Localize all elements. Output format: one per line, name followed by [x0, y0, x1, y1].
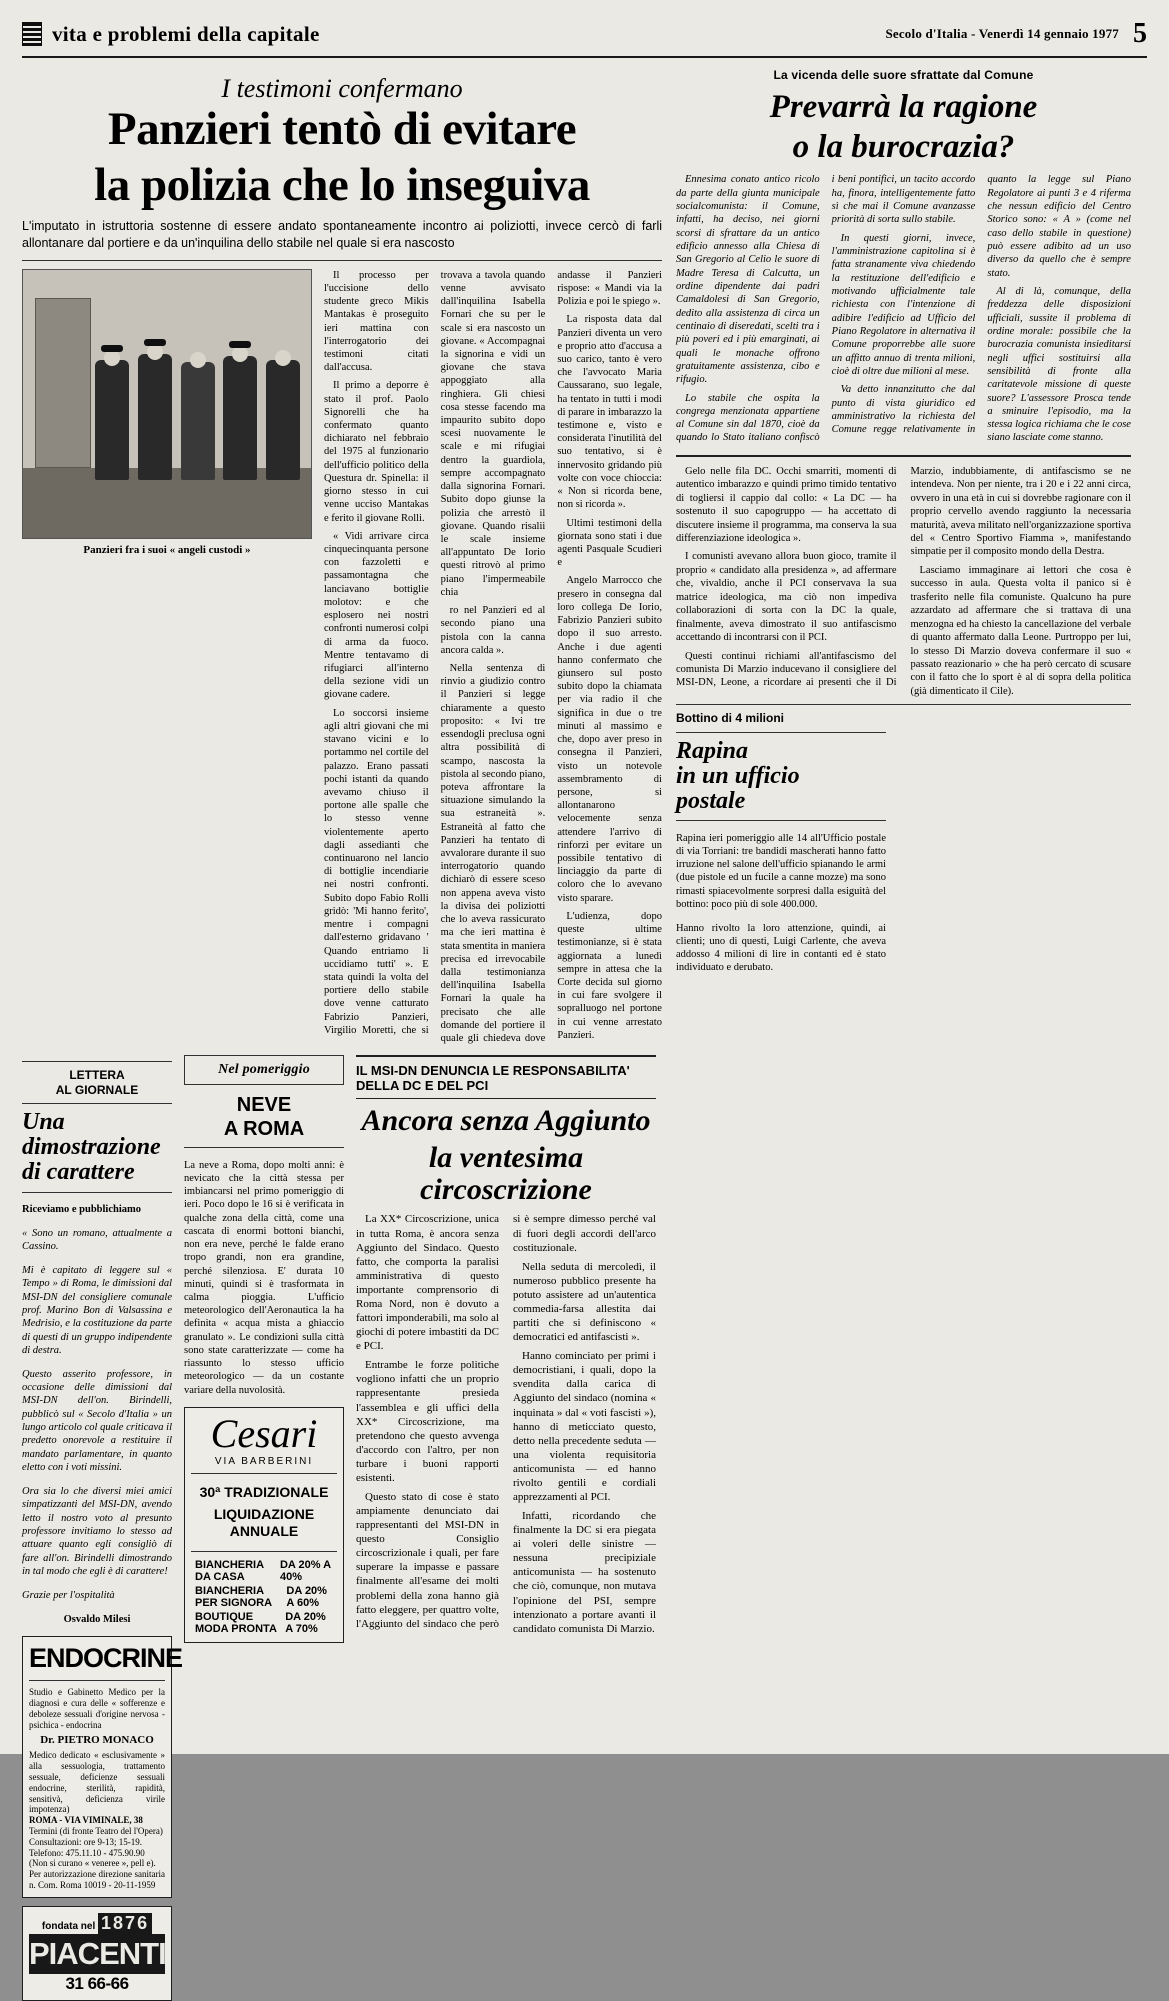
lead-headline-line1: Panzieri tentò di evitare	[107, 103, 577, 155]
endocrine-ad-hours: Consultazioni: ore 9-13; 15-19.	[29, 1836, 142, 1847]
cesari-ad	[184, 1407, 344, 1643]
lead-body-wrap	[22, 269, 662, 1046]
piacenti-ad-fondata: fondata nel	[41, 1920, 96, 1932]
lead-paragraph: « Vidi arrivare circa cinquecinquanta persone con fazzoletti e passamontagna che lanciavano bottiglie molotov: e che esplosero nei nostri confronti numerosi colpi di arma da fuoco. Mentre tentavamo di rifugiarci all'interno della sezione vidi un giovane cadere.	[324, 530, 429, 701]
lead-paragraph: Nella sentenza di rinvio a giudizio contro il Panzieri si legge chiaramente a questo proposito: « Ivi tre essendogli preclusa ogni altra possibilità di scampo, nascosta la pistola al secondo piano, poteva affrontare la situazione simulando la sua estraneità ». Estraneità al fatto che Panzieri ha tentato di avvalorare durante il suo interrogatorio quando dichiarò di essere sceso non appena aveva visto la divisa dei poliziotti che lo aveva rassicurato ma che ieri mattina è stata smentita in maniera precisa ed irrevocabile dalla testimonianza dell'inquilina Isabella Fornari la quale ha precisato che alle domande del portiere il quale gli chiedeva dove andasse il Panzieri rispose: « Mandi via la Polizia e poi le spiego ».	[440, 269, 662, 1045]
letter-box	[22, 1055, 183, 2001]
masthead-logo-icon	[22, 22, 42, 46]
right-body	[676, 173, 1131, 445]
piacenti-ad-brand: PIACENTI	[29, 1934, 165, 1974]
robbery-title-line1: Rapina	[676, 737, 749, 764]
cesari-ad-row	[191, 1584, 337, 1610]
paper-dateline: Secolo d'Italia - Venerdì 14 gennaio 1977	[885, 26, 1119, 41]
lead-headline-line2: la polizia che lo inseguiva	[94, 158, 590, 211]
second-paragraph: Entrambe le forze politiche vogliono infatti che un proprio rappresentante presieda l'assemblea e gli uffici della XX* Circoscrizione, ma pretendono che questo avvenga d'accordo con l'altro, per non turbare i buoni rapporti esistenti.	[356, 1359, 499, 1484]
right-kicker: La vicenda delle suore sfrattate dal Comune	[773, 68, 1034, 82]
right-paragraph: Ennesima conato antico ricolo da parte della giunta municipale socialcomunista: il Comune, infatti, ha deciso, nei giorni scorsi di sfrattare da un antico edificio annesso alla Chiesa di San Gregorio al Celio le suore di Madre Teresa di Calcutta, un ordine dipendente dai padri Camaldolesi di San Gregorio, dedito alla assistenza di circa un centinaio di diseredati, scelti tra i più poveri ed i più emarginati, ai quali le monache offrono gratuitamente assistenza, cibo e rifugio.	[676, 174, 820, 386]
cesari-ad-item: BIANCHERIA DA CASA	[195, 1558, 264, 1583]
afternoon-column	[184, 1055, 344, 2001]
endocrine-ad-auth: Per autorizzazione direzione sanitaria n. Com. Roma 10019 - 20-11-1959	[29, 1869, 165, 1891]
lead-paragraph: L'udienza, dopo queste ultime testimonianze, si è stata aggiornata a lunedì sempre in attesa che la Corte decida sul giorno in cui fare svolgere il sopralluogo nel portone in cui venne arrestato Panzieri.	[557, 910, 662, 1041]
second-paragraph: Gelo nelle fila DC. Occhi smarriti, momenti di autentico imbarazzo e quindi primo timido tentativo di togliersi il cappio dal collo: « La DC — ha sostenuto il suo capogruppo — ha accettato di discutere insieme il programma, ma conserva la sua differenziazione ideologica ».	[676, 465, 897, 544]
cesari-ad-item: BIANCHERIA PER SIGNORA	[195, 1584, 273, 1609]
lower-section	[22, 1055, 662, 2001]
endocrine-ad-address2: Termini (di fronte Teatro del l'Opera)	[29, 1826, 163, 1837]
cesari-ad-row	[191, 1610, 337, 1636]
right-headline-line2: o la burocrazia?	[792, 128, 1015, 165]
second-article-left	[356, 1055, 656, 2001]
second-paragraph: Questo stato di cose è stato ampiamente denunciato dai rappresentanti del MSI-DN in questo Consiglio circoscrizionale i quali, per fare superare la impasse e passare finalmente all'esame dei molti problemi della zona hanno già fatto eleggere, per quattro volte, l'Aggiunto del sindaco che però si è sempre dimesso perché val di fuori degli accordi dell'arco costituzionale.	[356, 1213, 656, 1630]
endocrine-ad-note: (Non si curano « veneree », pell e).	[29, 1858, 156, 1869]
right-column	[676, 68, 1131, 2001]
afternoon-head: Nel pomeriggio	[218, 1062, 310, 1078]
cesari-ad-discount: DA 20% A 40%	[279, 1558, 331, 1583]
endocrine-ad-desc: Studio e Gabinetto Medico per la diagnosi e cura delle « sofferenze e deboleze sessuali d'origine nervosa - psichica - endocrina	[29, 1687, 165, 1730]
robbery-paragraph: Rapina ieri pomeriggio alle 14 all'Ufficio postale di via Torriani: tre bandidi mascherati hanno fatto irruzione nel salone dell'ufficio spianando le armi (due pistole ed un fucile a canne mozze) ma sono rimasti spiacevolmente sorpresi dalla esiguità del bottino: poco più di sole 400.000.	[676, 832, 886, 910]
second-paragraph: Hanno cominciato per primi i democristiani, i quali, dopo la svendita dalla carica di Aggiunto del sindaco (nomina « inquinata » dal « voti fascisti »), hanno di meticciato questo, detto nella precedente seduta — una violenta requisitoria anticomunista — ed hanno rivolto gentili e cordiali apprezzamenti al PCI.	[513, 1350, 656, 1503]
piacenti-ad-year: 1876	[98, 1913, 152, 1934]
section-title: vita e problemi della capitale	[52, 21, 320, 46]
msi-banner: IL MSI-DN DENUNCIA LE RESPONSABILITA' DELLA DC E DEL PCI	[356, 1055, 656, 1099]
robbery-section	[676, 711, 1131, 985]
letter-paragraph: Questo asserito professore, in occasione delle dimissioni dal MSI-DN dell'on. Birindelli, pubblicò sul « Secolo d'Italia » un lungo articolo col quale criticava il predetto onorevole a restituire il mandato parlamentare, in quanto eletto con i voti missini.	[22, 1368, 172, 1474]
lead-photo-figure	[22, 269, 312, 556]
lead-paragraph: Lo soccorsi insieme agli altri giovani che mi stavano vicini e lo portammo nel cortile del palazzo. Erano passati pochi istanti da quando avevamo chiuso il portone alle spalle che lo stesso venne violentemente aperto dagli assedianti che continuarono nel lancio di bottiglie incendiarie nei nostri confronti. Subito dopo Fabio Rolli gridò: 'Mi hanno ferito', mentre i compagni dall'esterno gridavano ' Quando entriamo li uccidiamo tutti' ». E stata quindi la volta del portiere dello stabile dove venne catturato Fabrizio Panzieri, Virgilio Moretti, che si trovava a tavola quando venne avvisato dall'inquilina Isabella Fornari che su per le scale si era nascosto un giovane. « Accompagnai la signorina e vidi un giovane che stava appoggiato alla ringhiera. Gli chiesi cosa stesse facendo ma impaurito subito dopo scesi nuovamente le scale e mi rifugiai dentro la guardiola, sempre accompagnato dalla signorina Fornari. Subito dopo giunse la polizia che arrestò il giovane. Quando risalii le scale insieme all'appuntato De Iorio questi ritrovò al primo piano l'impermeabile chia	[324, 269, 546, 1036]
cesari-ad-discount: DA 20% A 60%	[286, 1584, 327, 1609]
robbery-box	[676, 711, 886, 985]
endocrine-ad-phone: Telefono: 475.11.10 - 475.90.90	[29, 1847, 145, 1858]
letter-paragraph: Mi è capitato di leggere sul « Tempo » di Roma, le dimissioni dal MSI-DN del consigliere comunale prof. Marino Bon di Valsassina e Medrisio, e la costituzione da parte di questi di un gruppo indipendente di destra.	[22, 1265, 172, 1356]
afternoon-title-line1: NEVE	[236, 1094, 292, 1117]
letter-title-line3: di carattere	[22, 1159, 135, 1186]
afternoon-paragraph: La neve a Roma, dopo molti anni: è nevicato che la città stessa per imbiancarsi nel primo pomeriggio di ieri. Poco dopo le 16 si è verificata in qualche zona della città, come una cascata di enormi bottoni bianchi, non era neve, perché le falde erano tropo grandi, non era grandine, perché silenziosa. E' durata 10 minuti, quindi si è trasformata in calma pioggia. L'ufficio meteorologico dell'Aeronautica la ha definita « acqua mista a ghiaccio granulato ». Le condizioni sulla città sono state caratterizzate — come ha riassunto lo stesso ufficio meteorologico — da un costante variare della nuvolosità.	[184, 1159, 344, 1396]
right-headline-line1: Prevarrà la ragione	[769, 89, 1038, 125]
second-paragraph: Lasciamo immaginare ai lettori che cosa è successo in aula. Questa volta il panico si è trasferito nelle fila comuniste. Qualcuno ha pure azzardato ad affermare che si trattava di una menzogna ed ha chiesto la cancellazione del verbale di quanto affermato dalla Leone. Purtroppo per lui, lo stesso Di Marzio doveva confermare il suo « passato reazionario » che ha però cercato di scusare con il fatto che lo sport è al di sopra della politica (già dimenticato il Cile).	[910, 564, 1131, 697]
endocrine-ad-doctor: Dr. PIETRO MONACO	[40, 1734, 154, 1747]
lead-paragraph: La risposta data dal Panzieri diventa un vero e proprio atto d'accusa a suo carico, tanto è vero che l'avvocato Maria Caussarano, suo legale, ha tentato in tutti i modi di parare in imbarazzo la testimone e, visto e considerata l'inutilità del suo tentativo, si è innervosito gridando più volte con voce chioccia: « Non si ricorda bene, non si ricorda ».	[557, 314, 662, 511]
robbery-paragraph: Hanno rivolto la loro attenzione, quindi, ai clienti; uno di questi, Luigi Carlente, che aveva addosso 4 milioni di lire in contanti ed è stato individuato e derubato.	[676, 922, 886, 974]
cesari-ad-street: VIA BARBERINI	[214, 1456, 314, 1468]
letter-signature: Osvaldo Milesi	[63, 1613, 131, 1625]
letter-paragraph: Ora sia lo che diversi miei amici simpatizzanti del MSI-DN, avendo letto il nostro voto al presunto professore invitiamo lo stesso ad attuare quanto egli consigliò di fare all'on. Birindelli dimostrando in tal modo che egli è di carattere!	[22, 1485, 172, 1577]
letter-title-line1: Una	[22, 1109, 65, 1136]
lead-paragraph: Ultimi testimoni della giornata sono stati i due agenti Pasquale Scudieri e	[557, 517, 662, 569]
endocrine-ad-address: ROMA - VIA VIMINALE, 38	[29, 1815, 143, 1826]
letter-paragraph: « Sono un romano, attualmente a Cassino.	[22, 1227, 172, 1253]
lead-photo-caption: Panzieri fra i suoi « angeli custodi »	[83, 543, 251, 556]
lead-body	[324, 269, 662, 1046]
cesari-ad-brand: Cesari	[210, 1411, 318, 1457]
right-paragraph: Va detto innanzitutto che dal punto di vista giuridico ed amministrativo la richiesta del Comune regge relativamente in quanto la legge sul Piano Regolatore ai punti 3 e 4 riferma che nessun edificio del Centro Storico sono: « A » (come nel caso dello stabile in questione) può essere adibito ad un uso diverso da quello che è sempre stato.	[831, 174, 1131, 436]
second-paragraph: Questi continui richiami all'antifascismo del comunista Di Marzio inducevano il consigliere del MSI-DN, Leone, a ricordare ai presenti che il Di Marzio, indubbiamente, di antifascismo se ne intendeva. Non per niente, tra i 20 e i 22 anni circa, ovvero in una età in cui si dovrebbe ragionare con il proprio cervello avendo raggiunto la necessaria maturità, aveva militato nell'organizzazione sportiva del « Centro Sportivo Fiamma », manifestando simpatie per il composito mondo della Destra.	[676, 465, 1131, 689]
cesari-ad-discount: DA 20% A 70%	[285, 1610, 326, 1635]
right-paragraph: In questi giorni, invece, l'amministrazione capitolina si è fatta stranamente viva chiedendo la restituzione dell'edificio e motivando ufficialmente tale richiesta con l'intenzione di adibire l'edificio ad Ufficio del Piano Regolatore in alternativa il Comune proporrebbe alle suore un affitto annuo di trenta milioni, cioè di oltre due milioni al mese.	[831, 232, 976, 377]
afternoon-box	[184, 1055, 344, 1085]
letter-head-line2: AL GIORNALE	[55, 1082, 139, 1097]
second-paragraph: Infatti, ricordando che finalmente la DC si era piegata ai voleri delle sinistre — nessuna precipiziale anticomunista — ha sostenuto che ciò, comunque, non mutava l'opinione del PSI, sempre intenzionato a portare avanti il candidato comunista Di Marzio.	[513, 1510, 656, 1635]
letter-title-line2: dimostrazione	[22, 1134, 161, 1161]
lead-paragraph: Angelo Marrocco che presero in consegna dal loro collega De Iorio, Fabrizio Panzieri subito dopo il suo arresto. Anche i due agenti hanno confermato che giunsero sul posto subito dopo la chiamata per via radio il che significa in due o tre minuti al massimo e che, dopo aver preso in consegna il Panzieri, visto un notevole assembramento di persone, si allontanarono velocemente senza attendere l'arrivo di rinforzi per evitare un possibile tentativo di linciaggio da parte di coloro che lo avevano visto sparare.	[557, 575, 662, 904]
cesari-ad-line1: 30ª TRADIZIONALE	[199, 1484, 329, 1501]
robbery-title-line3: postale	[676, 788, 746, 815]
piacenti-ad-phone: 31 66-66	[65, 1973, 129, 1993]
piacenti-ad	[22, 1906, 172, 2001]
second-article-right-body	[676, 465, 1131, 698]
letter-paragraph: Grazie per l'ospitalità	[22, 1589, 115, 1601]
lead-paragraph: ro nel Panzieri ed al secondo piano una pistola con la canna ancora calda ».	[440, 605, 546, 656]
letter-head-line1: LETTERA	[69, 1068, 125, 1083]
right-paragraph: Al di là, comunque, della freddezza delle disposizioni ufficiali, sussite il problema di ordine morale: possibile che la burocrazia comunista insieditarsi negli uffici sostituirsi alla sensibilità di fronte alla caritatevole missione di queste suore? L'assessore Prosca tende a sminuire l'episodio, ma la stessa logica richiama che le cose siano lasciate come stanno.	[987, 285, 1131, 444]
cesari-ad-item: BOUTIQUE MODA PRONTA	[195, 1610, 277, 1635]
masthead	[22, 18, 1147, 58]
lead-paragraph: Il processo per l'uccisione dello studente greco Mikis Mantakas è proseguito ieri mattina con l'interrogatorio dei testimoni citati dall'accusa.	[324, 269, 429, 374]
second-paragraph: I comunisti avevano allora buon gioco, tramite il proprio « candidato alla presidenza », ad affermare che, vivaldio, anche il PCI conservava la sua matrice ideologica, ma ciò non impediva collaborazioni di sorta con la DC la quale, finalmente, aveva dimostrato il suo antifascismo accettando di incontrarsi con il PCI.	[676, 551, 897, 644]
lead-kicker: I testimoni confermano	[221, 74, 463, 103]
lead-paragraph: Il primo a deporre è stato il prof. Paolo Signorelli che ha confermato quanto dichiarato nel febbraio del 1975 al funzionario dell'ufficio politico della Questura dr. Spinella: il giorno stesso in cui venne ucciso Mantakas e ferito il giovane Rolli.	[324, 380, 429, 524]
right-paragraph: Lo stabile che ospita la congrega menzionata appartiene al Comune sin dal 1870, cioè da quando lo Stato italiano confiscò i beni pontifici, un tacito accordo ha, finora, intelligentemente fatto sì che mai il Comune avanzasse priorità di sorta sullo stabile.	[676, 174, 976, 444]
cesari-ad-row	[191, 1558, 337, 1584]
endocrine-ad	[22, 1636, 183, 1898]
endocrine-ad-specialty: Medico dedicato « esclusivamente » alla sessuologia, trattamento sessuale, deficienze sessuali endocrine, sterilità, rapidità, sensitivà, deficienza virile impotenza)	[29, 1750, 165, 1815]
lead-standfirst: L'imputato in istruttoria sostenne di essere andato spontaneamente incontro ai poliziotti, invece cercò di farli allontanare dal portiere e da un'inquilina dello stabile nel quale si era nascosto	[22, 218, 662, 261]
page-columns	[22, 68, 1147, 2001]
second-paragraph: Nella seduta di mercoledì, il numeroso pubblico presente ha potuto assistere ad un'autentica commedia-farsa allestita dai partiti che si definiscono « democratici ed antifascisti ».	[513, 1260, 656, 1344]
main-column	[22, 68, 662, 2001]
second-paragraph: La XX* Circoscrizione, unica in tutta Roma, è ancora senza Aggiunto del Sindaco. Questo fatto, che comporta la paralisi amministrativa di questo importante comprensorio di Roma Nord, non è dovuto a fattori imponderabili, ma solo al giochi di potere imbastiti da DC e PCI.	[356, 1213, 499, 1353]
cesari-ad-line2: LIQUIDAZIONE ANNUALE	[213, 1505, 315, 1540]
endocrine-ad-title: ENDOCRINE	[29, 1643, 183, 1674]
lead-photo	[22, 269, 312, 539]
afternoon-title-line2: A ROMA	[223, 1118, 305, 1141]
letter-intro: Riceviamo e pubblichiamo	[22, 1204, 142, 1216]
second-headline-line2: la ventesima circoscrizione	[420, 1140, 592, 1207]
second-headline-line1: Ancora senza Aggiunto	[361, 1104, 651, 1138]
robbery-title-line2: in un ufficio	[676, 762, 800, 789]
robbery-head: Bottino di 4 milioni	[676, 711, 784, 726]
page-number: 5	[1133, 18, 1147, 49]
